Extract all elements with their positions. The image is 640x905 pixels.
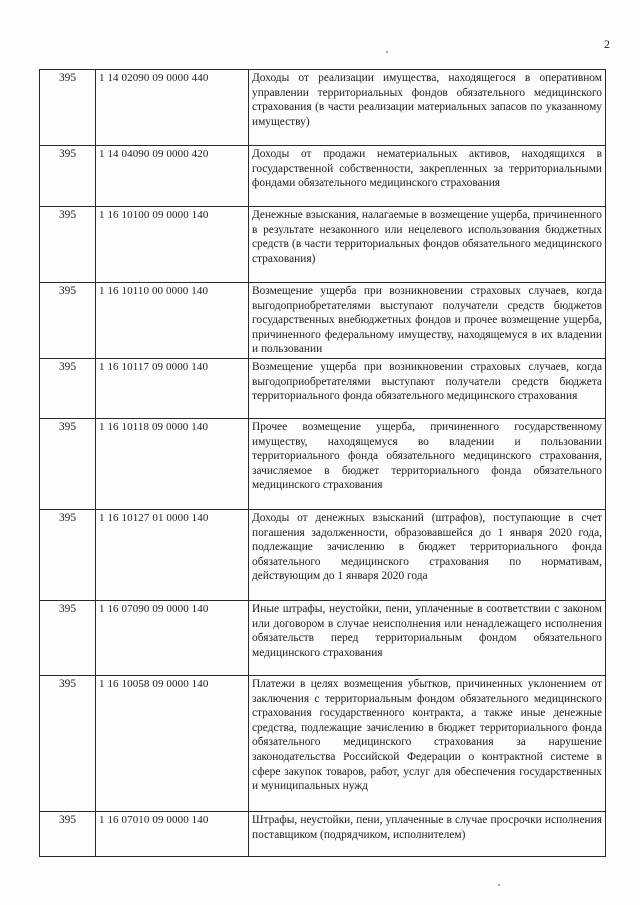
admin-code-cell: 395 bbox=[40, 510, 96, 601]
budget-code-cell: 1 16 10117 09 0000 140 bbox=[96, 359, 249, 419]
description-cell: Платежи в целях возмещения убытков, причиненных уклонением от заключения с территориальным фондом обязательного медицинского страхования государственного контракта, а также иные денежные средства, подлежащие зачислению в бюджет территориального фонда обязательного медицинского страхования за нарушение законодательства Российской Федерации о контрактной системе в сфере закупок товаров, работ, услуг для обеспечения государственных и муниципальных нужд bbox=[249, 676, 606, 812]
admin-code-cell: 395 bbox=[40, 283, 96, 359]
budget-code-cell: 1 16 10127 01 0000 140 bbox=[96, 510, 249, 601]
table-row bbox=[40, 419, 606, 510]
admin-code-cell: 395 bbox=[40, 676, 96, 812]
admin-code-cell: 395 bbox=[40, 70, 96, 146]
budget-code-cell: 1 16 07090 09 0000 140 bbox=[96, 601, 249, 676]
budget-code-cell: 1 14 04090 09 0000 420 bbox=[96, 146, 249, 207]
description-cell: Денежные взыскания, налагаемые в возмещение ущерба, причиненного в результате незаконного или нецелевого использования бюджетных средств (в части территориальных фондов обязательного медицинского страхования) bbox=[249, 207, 606, 283]
table-row bbox=[40, 812, 606, 857]
budget-code-cell: 1 16 10058 09 0000 140 bbox=[96, 676, 249, 812]
page-number: 2 bbox=[604, 37, 610, 51]
admin-code-cell: 395 bbox=[40, 207, 96, 283]
description-cell: Прочее возмещение ущерба, причиненного государственному имуществу, находящемуся во владении и пользовании территориального фонда обязательного медицинского страхования, зачисляемое в бюджет территориального фонда обязательного медицинского страхования bbox=[249, 419, 606, 510]
table-row bbox=[40, 601, 606, 676]
table-row bbox=[40, 359, 606, 419]
table-row bbox=[40, 510, 606, 601]
budget-code-cell: 1 16 10100 09 0000 140 bbox=[96, 207, 249, 283]
admin-code-cell: 395 bbox=[40, 419, 96, 510]
revenue-codes-table bbox=[39, 69, 606, 857]
table-row bbox=[40, 676, 606, 812]
admin-code-cell: 395 bbox=[40, 601, 96, 676]
admin-code-cell: 395 bbox=[40, 812, 96, 857]
table-row bbox=[40, 146, 606, 207]
description-cell: Доходы от продажи нематериальных активов, находящихся в государственной собственности, закрепленных за территориальными фондами обязательного медицинского страхования bbox=[249, 146, 606, 207]
description-cell: Доходы от денежных взысканий (штрафов), поступающие в счет погашения задолженности, образовавшейся до 1 января 2020 года, подлежащие зачислению в бюджет территориального фонда обязательного медицинского страхования по нормативам, действующим до 1 января 2020 года bbox=[249, 510, 606, 601]
description-cell: Возмещение ущерба при возникновении страховых случаев, когда выгодоприобретателями выступают получатели средств бюджетов государственных внебюджетных фондов и прочее возмещение ущерба, причиненного федеральному имуществу, находящемуся в их владении и пользовании bbox=[249, 283, 606, 359]
scan-speck bbox=[386, 51, 388, 53]
description-cell: Доходы от реализации имущества, находящегося в оперативном управлении территориальных фондов обязательного медицинского страхования (в части реализации материальных запасов по указанному имуществу) bbox=[249, 70, 606, 146]
budget-code-cell: 1 14 02090 09 0000 440 bbox=[96, 70, 249, 146]
budget-code-cell: 1 16 10110 00 0000 140 bbox=[96, 283, 249, 359]
table-row bbox=[40, 70, 606, 146]
description-cell: Возмещение ущерба при возникновении страховых случаев, когда выгодоприобретателями выступают получатели средств бюджета территориального фонда обязательного медицинского страхования bbox=[249, 359, 606, 419]
description-cell: Штрафы, неустойки, пени, уплаченные в случае просрочки исполнения поставщиком (подрядчиком, исполнителем) bbox=[249, 812, 606, 857]
description-cell: Иные штрафы, неустойки, пени, уплаченные в соответствии с законом или договором в случае неисполнения или ненадлежащего исполнения обязательств перед территориальным фондом обязательного медицинского страхования bbox=[249, 601, 606, 676]
admin-code-cell: 395 bbox=[40, 146, 96, 207]
table-row bbox=[40, 283, 606, 359]
admin-code-cell: 395 bbox=[40, 359, 96, 419]
scan-speck bbox=[498, 884, 500, 886]
budget-code-cell: 1 16 07010 09 0000 140 bbox=[96, 812, 249, 857]
table-row bbox=[40, 207, 606, 283]
budget-code-cell: 1 16 10118 09 0000 140 bbox=[96, 419, 249, 510]
